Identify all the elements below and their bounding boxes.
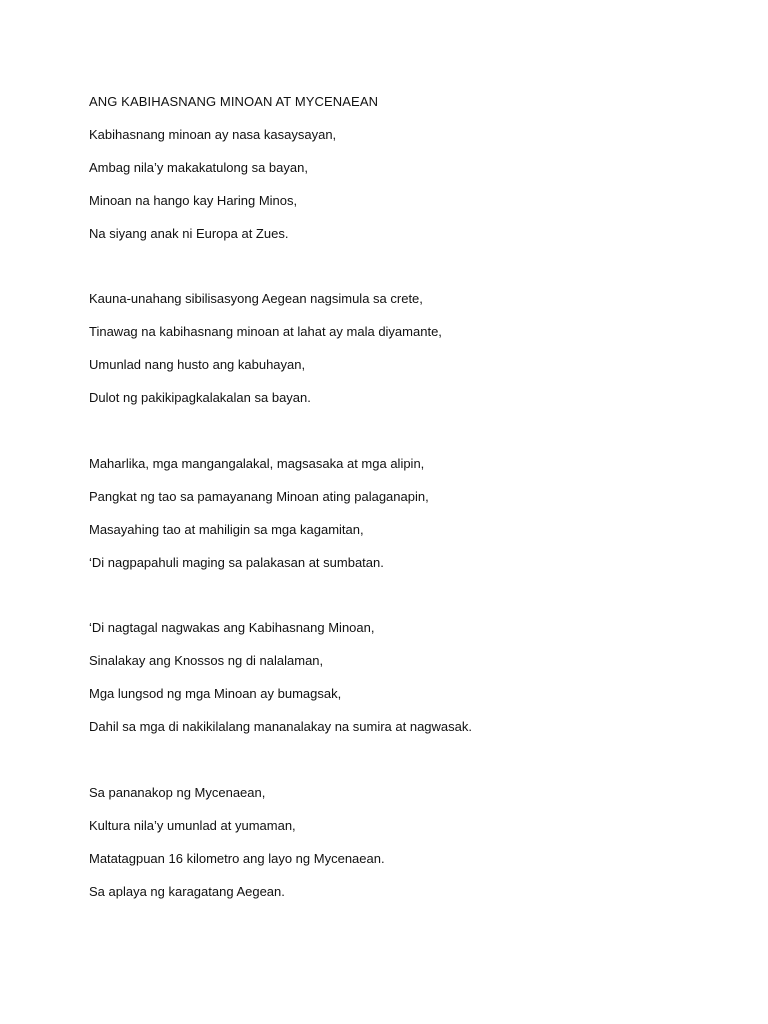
poem-line: Minoan na hango kay Haring Minos, (89, 193, 298, 208)
stanza-3 (89, 456, 729, 588)
poem-line: Dulot ng pakikipagkalakalan sa bayan. (89, 390, 311, 405)
poem-line: Matatagpuan 16 kilometro ang layo ng Mycenaean. (89, 851, 385, 866)
poem-line: Sa pananakop ng Mycenaean, (89, 785, 266, 800)
poem-line: Tinawag na kabihasnang minoan at lahat ay mala diyamante, (89, 324, 442, 339)
poem-line: Maharlika, mga mangangalakal, magsasaka at mga alipin, (89, 456, 425, 471)
poem-line: Sa aplaya ng karagatang Aegean. (89, 884, 285, 899)
poem-line: ‘Di nagtagal nagwakas ang Kabihasnang Minoan, (89, 620, 375, 635)
poem-line: Masayahing tao at mahiligin sa mga kagamitan, (89, 522, 364, 537)
stanza-5 (89, 785, 729, 917)
stanza-2 (89, 291, 729, 423)
poem-line: Na siyang anak ni Europa at Zues. (89, 226, 289, 241)
document-title: ANG KABIHASNANG MINOAN AT MYCENAEAN (89, 94, 379, 109)
poem-line: Kauna-unahang sibilisasyong Aegean nagsimula sa crete, (89, 291, 423, 306)
stanza-4 (89, 620, 729, 752)
poem-line: Umunlad nang husto ang kabuhayan, (89, 357, 306, 372)
poem-line: Kabihasnang minoan ay nasa kasaysayan, (89, 127, 337, 142)
poem-line: Kultura nila’y umunlad at yumaman, (89, 818, 296, 833)
poem-line: Dahil sa mga di nakikilalang mananalakay na sumira at nagwasak. (89, 719, 472, 734)
stanza-1 (89, 127, 729, 259)
poem-line: Sinalakay ang Knossos ng di nalalaman, (89, 653, 324, 668)
poem-line: Ambag nila’y makakatulong sa bayan, (89, 160, 308, 175)
poem-line: ‘Di nagpapahuli maging sa palakasan at sumbatan. (89, 555, 384, 570)
poem-line: Mga lungsod ng mga Minoan ay bumagsak, (89, 686, 342, 701)
poem-line: Pangkat ng tao sa pamayanang Minoan ating palaganapin, (89, 489, 429, 504)
